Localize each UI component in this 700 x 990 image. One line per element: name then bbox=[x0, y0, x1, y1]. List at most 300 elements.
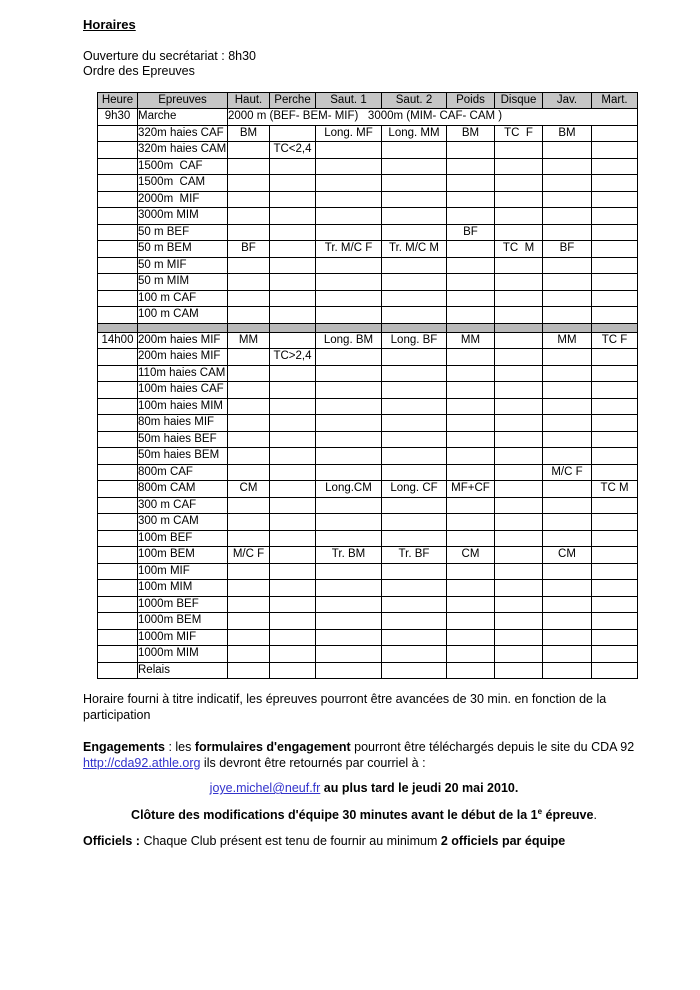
event-cell bbox=[495, 208, 543, 225]
event-cell bbox=[592, 530, 638, 547]
event-cell bbox=[447, 398, 495, 415]
event-cell bbox=[270, 431, 316, 448]
event-cell bbox=[495, 257, 543, 274]
event-cell bbox=[592, 398, 638, 415]
separator-row bbox=[98, 323, 638, 332]
separator-cell bbox=[98, 323, 138, 332]
heure-cell bbox=[98, 431, 138, 448]
event-cell bbox=[316, 290, 382, 307]
event-cell bbox=[447, 464, 495, 481]
event-cell bbox=[592, 307, 638, 324]
event-cell bbox=[316, 514, 382, 531]
event-cell bbox=[270, 596, 316, 613]
event-cell bbox=[592, 191, 638, 208]
heure-cell bbox=[98, 563, 138, 580]
event-cell bbox=[592, 629, 638, 646]
event-cell bbox=[495, 307, 543, 324]
event-cell bbox=[543, 307, 592, 324]
event-cell bbox=[543, 208, 592, 225]
event-cell: Tr. M/C M bbox=[382, 241, 447, 258]
event-cell bbox=[270, 208, 316, 225]
event-cell bbox=[447, 613, 495, 630]
event-cell bbox=[382, 158, 447, 175]
event-cell bbox=[592, 125, 638, 142]
event-cell bbox=[316, 596, 382, 613]
event-cell bbox=[270, 514, 316, 531]
event-cell bbox=[382, 497, 447, 514]
event-cell bbox=[316, 398, 382, 415]
heure-cell bbox=[98, 580, 138, 597]
event-cell: Long. BM bbox=[316, 332, 382, 349]
event-cell bbox=[495, 497, 543, 514]
epreuve-cell: 50m haies BEM bbox=[138, 448, 228, 465]
event-cell bbox=[228, 464, 270, 481]
epreuve-cell: 100m MIF bbox=[138, 563, 228, 580]
event-cell bbox=[270, 332, 316, 349]
heure-cell bbox=[98, 547, 138, 564]
epreuve-cell: 1000m MIM bbox=[138, 646, 228, 663]
event-cell bbox=[495, 629, 543, 646]
event-cell bbox=[382, 514, 447, 531]
heure-cell bbox=[98, 530, 138, 547]
event-cell bbox=[316, 580, 382, 597]
event-cell bbox=[316, 365, 382, 382]
epreuve-cell: 320m haies CAM bbox=[138, 142, 228, 159]
event-cell bbox=[447, 257, 495, 274]
event-cell: CM bbox=[543, 547, 592, 564]
heure-cell bbox=[98, 382, 138, 399]
event-cell bbox=[316, 563, 382, 580]
schedule-table bbox=[97, 92, 638, 680]
epreuve-cell: 2000m MIF bbox=[138, 191, 228, 208]
event-cell bbox=[228, 290, 270, 307]
event-cell bbox=[316, 530, 382, 547]
event-cell bbox=[495, 332, 543, 349]
secretariat-line: Ouverture du secrétariat : 8h30 bbox=[83, 48, 257, 63]
event-cell bbox=[495, 290, 543, 307]
event-cell bbox=[316, 175, 382, 192]
table-row bbox=[98, 109, 638, 126]
event-cell bbox=[447, 349, 495, 366]
event-cell bbox=[447, 274, 495, 291]
epreuve-cell: 800m CAF bbox=[138, 464, 228, 481]
event-cell bbox=[270, 365, 316, 382]
separator-cell bbox=[382, 323, 447, 332]
event-cell bbox=[495, 191, 543, 208]
event-cell bbox=[382, 662, 447, 679]
event-cell: MM bbox=[447, 332, 495, 349]
column-header: Jav. bbox=[543, 92, 592, 109]
note-indicatif: Horaire fourni à titre indicatif, les épreuves pourront être avancées de 30 min. en fonction de la participation bbox=[83, 692, 607, 722]
epreuve-cell: 3000m MIM bbox=[138, 208, 228, 225]
separator-cell bbox=[138, 323, 228, 332]
event-cell bbox=[543, 646, 592, 663]
column-header: Mart. bbox=[592, 92, 638, 109]
column-header: Heure bbox=[98, 92, 138, 109]
heure-cell bbox=[98, 290, 138, 307]
event-cell bbox=[447, 175, 495, 192]
epreuve-cell: 100m haies MIM bbox=[138, 398, 228, 415]
event-cell bbox=[495, 274, 543, 291]
event-cell bbox=[382, 274, 447, 291]
event-cell bbox=[495, 158, 543, 175]
event-cell bbox=[495, 448, 543, 465]
event-cell bbox=[316, 208, 382, 225]
heure-cell bbox=[98, 142, 138, 159]
heure-cell bbox=[98, 191, 138, 208]
column-header: Saut. 1 bbox=[316, 92, 382, 109]
email-deadline: au plus tard le jeudi 20 mai 2010. bbox=[320, 781, 519, 795]
event-cell bbox=[592, 274, 638, 291]
epreuve-cell: 50m haies BEF bbox=[138, 431, 228, 448]
column-header: Epreuves bbox=[138, 92, 228, 109]
event-cell bbox=[270, 547, 316, 564]
event-cell bbox=[543, 415, 592, 432]
event-cell bbox=[543, 349, 592, 366]
event-cell bbox=[270, 257, 316, 274]
table-row bbox=[98, 481, 638, 498]
header-row bbox=[98, 92, 638, 109]
event-cell bbox=[270, 415, 316, 432]
event-cell bbox=[382, 596, 447, 613]
event-cell: TC F bbox=[592, 332, 638, 349]
table-row bbox=[98, 629, 638, 646]
heure-cell: 9h30 bbox=[98, 109, 138, 126]
epreuve-cell: 80m haies MIF bbox=[138, 415, 228, 432]
column-header: Haut. bbox=[228, 92, 270, 109]
event-cell bbox=[316, 307, 382, 324]
event-cell bbox=[495, 382, 543, 399]
event-cell bbox=[543, 224, 592, 241]
officiels-line bbox=[83, 834, 645, 850]
event-cell bbox=[382, 629, 447, 646]
event-cell bbox=[228, 497, 270, 514]
event-cell bbox=[447, 646, 495, 663]
event-cell bbox=[495, 646, 543, 663]
event-cell bbox=[382, 448, 447, 465]
event-cell bbox=[447, 191, 495, 208]
event-cell: BF bbox=[228, 241, 270, 258]
page-title: Horaires bbox=[83, 17, 136, 32]
event-cell bbox=[495, 224, 543, 241]
event-cell bbox=[270, 158, 316, 175]
event-cell: CM bbox=[447, 547, 495, 564]
event-cell bbox=[543, 175, 592, 192]
epreuve-cell: 1000m BEF bbox=[138, 596, 228, 613]
event-cell bbox=[382, 431, 447, 448]
event-cell bbox=[543, 580, 592, 597]
event-cell: MM bbox=[228, 332, 270, 349]
event-cell bbox=[543, 365, 592, 382]
table-row bbox=[98, 613, 638, 630]
event-cell bbox=[270, 497, 316, 514]
table-row bbox=[98, 497, 638, 514]
event-cell: BM bbox=[543, 125, 592, 142]
table-row bbox=[98, 448, 638, 465]
epreuve-cell: 110m haies CAM bbox=[138, 365, 228, 382]
event-cell: BM bbox=[447, 125, 495, 142]
table-row bbox=[98, 431, 638, 448]
event-cell bbox=[270, 307, 316, 324]
event-cell bbox=[228, 448, 270, 465]
event-cell bbox=[382, 224, 447, 241]
event-cell bbox=[447, 662, 495, 679]
event-cell bbox=[228, 307, 270, 324]
heure-cell bbox=[98, 224, 138, 241]
epreuve-cell: 100m BEM bbox=[138, 547, 228, 564]
event-cell bbox=[270, 563, 316, 580]
table-row bbox=[98, 241, 638, 258]
event-cell bbox=[382, 208, 447, 225]
heure-cell bbox=[98, 365, 138, 382]
event-cell bbox=[228, 158, 270, 175]
heure-cell bbox=[98, 158, 138, 175]
separator-cell bbox=[447, 323, 495, 332]
event-cell bbox=[592, 613, 638, 630]
event-cell bbox=[592, 514, 638, 531]
heure-cell bbox=[98, 274, 138, 291]
event-cell: TC<2,4 bbox=[270, 142, 316, 159]
table-row bbox=[98, 208, 638, 225]
table-row bbox=[98, 191, 638, 208]
event-cell bbox=[316, 448, 382, 465]
event-cell bbox=[228, 646, 270, 663]
event-cell: MF+CF bbox=[447, 481, 495, 498]
separator-cell bbox=[495, 323, 543, 332]
event-cell bbox=[270, 448, 316, 465]
event-cell bbox=[228, 191, 270, 208]
heure-cell bbox=[98, 662, 138, 679]
event-cell bbox=[592, 497, 638, 514]
event-cell bbox=[447, 241, 495, 258]
event-cell bbox=[228, 431, 270, 448]
event-cell bbox=[495, 481, 543, 498]
table-row bbox=[98, 307, 638, 324]
event-cell bbox=[270, 191, 316, 208]
cloture-line bbox=[83, 808, 645, 824]
heure-cell bbox=[98, 175, 138, 192]
event-cell bbox=[592, 646, 638, 663]
table-row bbox=[98, 257, 638, 274]
heure-cell bbox=[98, 208, 138, 225]
event-cell bbox=[270, 382, 316, 399]
heure-cell bbox=[98, 629, 138, 646]
heure-cell bbox=[98, 125, 138, 142]
event-cell bbox=[270, 613, 316, 630]
heure-cell bbox=[98, 464, 138, 481]
table-row bbox=[98, 290, 638, 307]
heure-cell bbox=[98, 349, 138, 366]
event-cell bbox=[543, 563, 592, 580]
event-cell bbox=[592, 415, 638, 432]
event-cell bbox=[592, 448, 638, 465]
event-cell: TC M bbox=[592, 481, 638, 498]
event-cell: Long. CF bbox=[382, 481, 447, 498]
event-cell: M/C F bbox=[228, 547, 270, 564]
event-cell bbox=[543, 274, 592, 291]
epreuve-cell: 1500m CAM bbox=[138, 175, 228, 192]
table-row bbox=[98, 662, 638, 679]
event-cell bbox=[592, 290, 638, 307]
separator-cell bbox=[592, 323, 638, 332]
event-cell bbox=[543, 382, 592, 399]
event-cell bbox=[382, 415, 447, 432]
event-cell bbox=[495, 431, 543, 448]
event-cell bbox=[592, 257, 638, 274]
table-row bbox=[98, 547, 638, 564]
table-row bbox=[98, 142, 638, 159]
event-cell bbox=[447, 307, 495, 324]
table-row bbox=[98, 175, 638, 192]
event-cell bbox=[447, 530, 495, 547]
event-cell bbox=[447, 563, 495, 580]
column-header: Perche bbox=[270, 92, 316, 109]
event-cell bbox=[543, 257, 592, 274]
event-cell bbox=[592, 580, 638, 597]
table-row bbox=[98, 274, 638, 291]
event-cell bbox=[316, 613, 382, 630]
event-cell bbox=[316, 497, 382, 514]
cloture-text-before: Clôture des modifications d'équipe 30 minutes avant le début de la 1 bbox=[131, 807, 538, 822]
event-cell bbox=[543, 191, 592, 208]
epreuve-cell: Marche bbox=[138, 109, 228, 126]
event-cell bbox=[495, 563, 543, 580]
event-cell bbox=[543, 290, 592, 307]
event-cell bbox=[228, 514, 270, 531]
cloture-sup: e bbox=[537, 806, 543, 816]
table-row bbox=[98, 332, 638, 349]
event-cell: Tr. BF bbox=[382, 547, 447, 564]
email-link[interactable]: joye.michel@neuf.fr bbox=[209, 781, 321, 795]
heure-cell bbox=[98, 497, 138, 514]
event-cell bbox=[495, 349, 543, 366]
event-cell bbox=[592, 365, 638, 382]
event-cell bbox=[270, 481, 316, 498]
event-cell bbox=[316, 257, 382, 274]
event-cell bbox=[447, 431, 495, 448]
event-cell bbox=[382, 613, 447, 630]
event-cell bbox=[316, 349, 382, 366]
event-cell bbox=[316, 464, 382, 481]
table-row bbox=[98, 530, 638, 547]
event-cell bbox=[543, 613, 592, 630]
event-cell bbox=[447, 142, 495, 159]
epreuve-cell: 200m haies MIF bbox=[138, 332, 228, 349]
event-cell bbox=[447, 629, 495, 646]
cloture-period: . bbox=[593, 807, 597, 822]
heure-cell bbox=[98, 241, 138, 258]
event-cell bbox=[316, 431, 382, 448]
heure-cell bbox=[98, 415, 138, 432]
event-cell bbox=[592, 175, 638, 192]
event-cell bbox=[543, 481, 592, 498]
table-row bbox=[98, 563, 638, 580]
event-cell bbox=[270, 290, 316, 307]
event-cell bbox=[228, 530, 270, 547]
heure-cell bbox=[98, 257, 138, 274]
epreuve-cell: 100m haies CAF bbox=[138, 382, 228, 399]
event-cell bbox=[495, 464, 543, 481]
event-cell bbox=[382, 142, 447, 159]
event-cell bbox=[495, 142, 543, 159]
event-cell bbox=[447, 514, 495, 531]
engagements-label: Engagements bbox=[83, 740, 165, 754]
event-cell bbox=[382, 307, 447, 324]
event-cell bbox=[228, 175, 270, 192]
event-cell bbox=[495, 530, 543, 547]
epreuve-cell: 300 m CAF bbox=[138, 497, 228, 514]
event-cell: BM bbox=[228, 125, 270, 142]
heure-cell bbox=[98, 398, 138, 415]
event-cell bbox=[495, 613, 543, 630]
separator-cell bbox=[316, 323, 382, 332]
table-row bbox=[98, 580, 638, 597]
event-cell bbox=[543, 431, 592, 448]
event-cell bbox=[592, 547, 638, 564]
epreuve-cell: 100m MIM bbox=[138, 580, 228, 597]
epreuve-cell: 1500m CAF bbox=[138, 158, 228, 175]
separator-cell bbox=[543, 323, 592, 332]
event-cell bbox=[270, 646, 316, 663]
epreuve-cell: 300 m CAM bbox=[138, 514, 228, 531]
event-cell bbox=[316, 191, 382, 208]
epreuve-cell: 200m haies MIF bbox=[138, 349, 228, 366]
event-cell bbox=[495, 662, 543, 679]
heure-cell bbox=[98, 307, 138, 324]
event-cell bbox=[228, 596, 270, 613]
merged-event-cell: 2000 m (BEF- BEM- MIF) 3000m (MIM- CAF- CAM ) bbox=[228, 109, 638, 126]
event-cell bbox=[447, 415, 495, 432]
event-cell bbox=[382, 580, 447, 597]
officiels-label: Officiels : bbox=[83, 834, 140, 848]
event-cell bbox=[228, 563, 270, 580]
event-cell: Tr. M/C F bbox=[316, 241, 382, 258]
event-cell: BF bbox=[543, 241, 592, 258]
heure-cell bbox=[98, 596, 138, 613]
event-cell bbox=[382, 290, 447, 307]
event-cell bbox=[382, 646, 447, 663]
event-cell bbox=[270, 580, 316, 597]
event-cell bbox=[228, 662, 270, 679]
event-cell bbox=[447, 382, 495, 399]
engagements-after-link: ils devront être retournés par courriel à : bbox=[200, 755, 426, 770]
event-cell bbox=[543, 158, 592, 175]
event-cell bbox=[270, 530, 316, 547]
event-cell bbox=[228, 580, 270, 597]
event-cell bbox=[495, 365, 543, 382]
cda92-link[interactable]: http://cda92.athle.org bbox=[83, 755, 201, 770]
event-cell bbox=[228, 415, 270, 432]
event-cell bbox=[316, 382, 382, 399]
event-cell bbox=[270, 125, 316, 142]
event-cell bbox=[592, 431, 638, 448]
event-cell bbox=[447, 208, 495, 225]
table-row bbox=[98, 514, 638, 531]
event-cell bbox=[382, 530, 447, 547]
column-header: Poids bbox=[447, 92, 495, 109]
event-cell bbox=[495, 514, 543, 531]
epreuve-cell: 50 m BEM bbox=[138, 241, 228, 258]
event-cell bbox=[382, 175, 447, 192]
event-cell bbox=[382, 563, 447, 580]
event-cell bbox=[447, 290, 495, 307]
formulaires-label: formulaires d'engagement bbox=[194, 740, 351, 754]
event-cell bbox=[543, 662, 592, 679]
email-line bbox=[83, 781, 645, 797]
event-cell: BF bbox=[447, 224, 495, 241]
event-cell bbox=[228, 257, 270, 274]
epreuve-cell: 50 m MIF bbox=[138, 257, 228, 274]
